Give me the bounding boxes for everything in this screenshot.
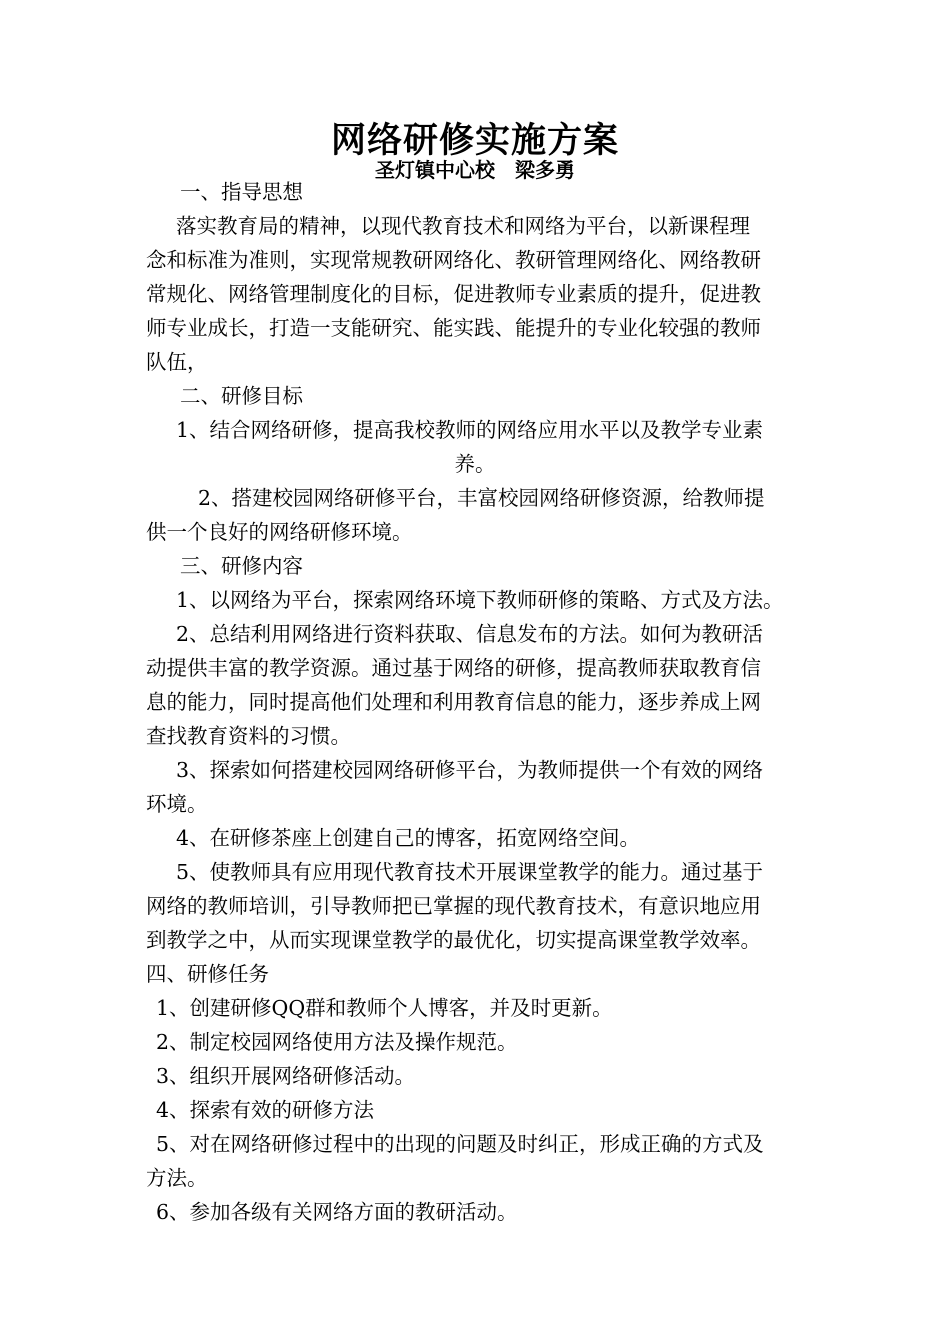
section-heading: 二、研修目标 — [180, 384, 303, 408]
paragraph-line: 队伍， — [146, 350, 208, 374]
list-item: 5、对在网络研修过程中的出现的问题及时纠正，形成正确的方式及 — [156, 1132, 764, 1156]
list-item-continuation: 息的能力，同时提高他们处理和利用教育信息的能力，逐步养成上网 — [146, 690, 761, 714]
list-item-continuation: 网络的教师培训，引导教师把已掌握的现代教育技术，有意识地应用 — [146, 894, 761, 918]
document-title: 网络研修实施方案 — [330, 120, 619, 161]
list-item: 1、创建研修QQ群和教师个人博客，并及时更新。 — [156, 996, 613, 1020]
list-item: 1、结合网络研修，提高我校教师的网络应用水平以及教学专业素 — [176, 418, 764, 442]
paragraph-line: 念和标准为准则，实现常规教研网络化、教研管理网络化、网络教研 — [146, 248, 761, 272]
list-item: 5、使教师具有应用现代教育技术开展课堂教学的能力。通过基于 — [176, 860, 764, 884]
section-heading: 三、研修内容 — [180, 554, 303, 578]
list-item: 6、参加各级有关网络方面的教研活动。 — [156, 1200, 518, 1224]
list-item: 4、在研修茶座上创建自己的博客，拓宽网络空间。 — [176, 826, 641, 850]
list-item: 3、探索如何搭建校园网络研修平台，为教师提供一个有效的网络 — [176, 758, 764, 782]
list-item-continuation: 到教学之中，从而实现课堂教学的最优化，切实提高课堂教学效率。 — [146, 928, 761, 952]
list-item-continuation: 养。 — [454, 452, 496, 476]
list-item: 1、以网络为平台，探索网络环境下教师研修的策略、方式及方法。 — [176, 588, 784, 612]
list-item-continuation: 查找教育资料的习惯。 — [146, 724, 351, 748]
list-item-continuation: 动提供丰富的教学资源。通过基于网络的研修，提高教师获取教育信 — [146, 656, 761, 680]
paragraph-line: 落实教育局的精神，以现代教育技术和网络为平台，以新课程理 — [176, 214, 750, 238]
list-item-continuation: 环境。 — [146, 792, 208, 816]
section-heading: 四、研修任务 — [146, 962, 269, 986]
list-item-continuation: 供一个良好的网络研修环境。 — [146, 520, 413, 544]
document-subtitle: 圣灯镇中心校 梁多勇 — [375, 158, 575, 182]
list-item: 2、搭建校园网络研修平台，丰富校园网络研修资源，给教师提 — [198, 486, 765, 510]
paragraph-line: 常规化、网络管理制度化的目标，促进教师专业素质的提升，促进教 — [146, 282, 761, 306]
list-item: 3、组织开展网络研修活动。 — [156, 1064, 416, 1088]
list-item-continuation: 方法。 — [146, 1166, 208, 1190]
list-item: 4、探索有效的研修方法 — [156, 1098, 375, 1122]
list-item: 2、制定校园网络使用方法及操作规范。 — [156, 1030, 518, 1054]
section-heading: 一、指导思想 — [180, 180, 303, 204]
paragraph-line: 师专业成长，打造一支能研究、能实践、能提升的专业化较强的教师 — [146, 316, 761, 340]
list-item: 2、总结利用网络进行资料获取、信息发布的方法。如何为教研活 — [176, 622, 764, 646]
